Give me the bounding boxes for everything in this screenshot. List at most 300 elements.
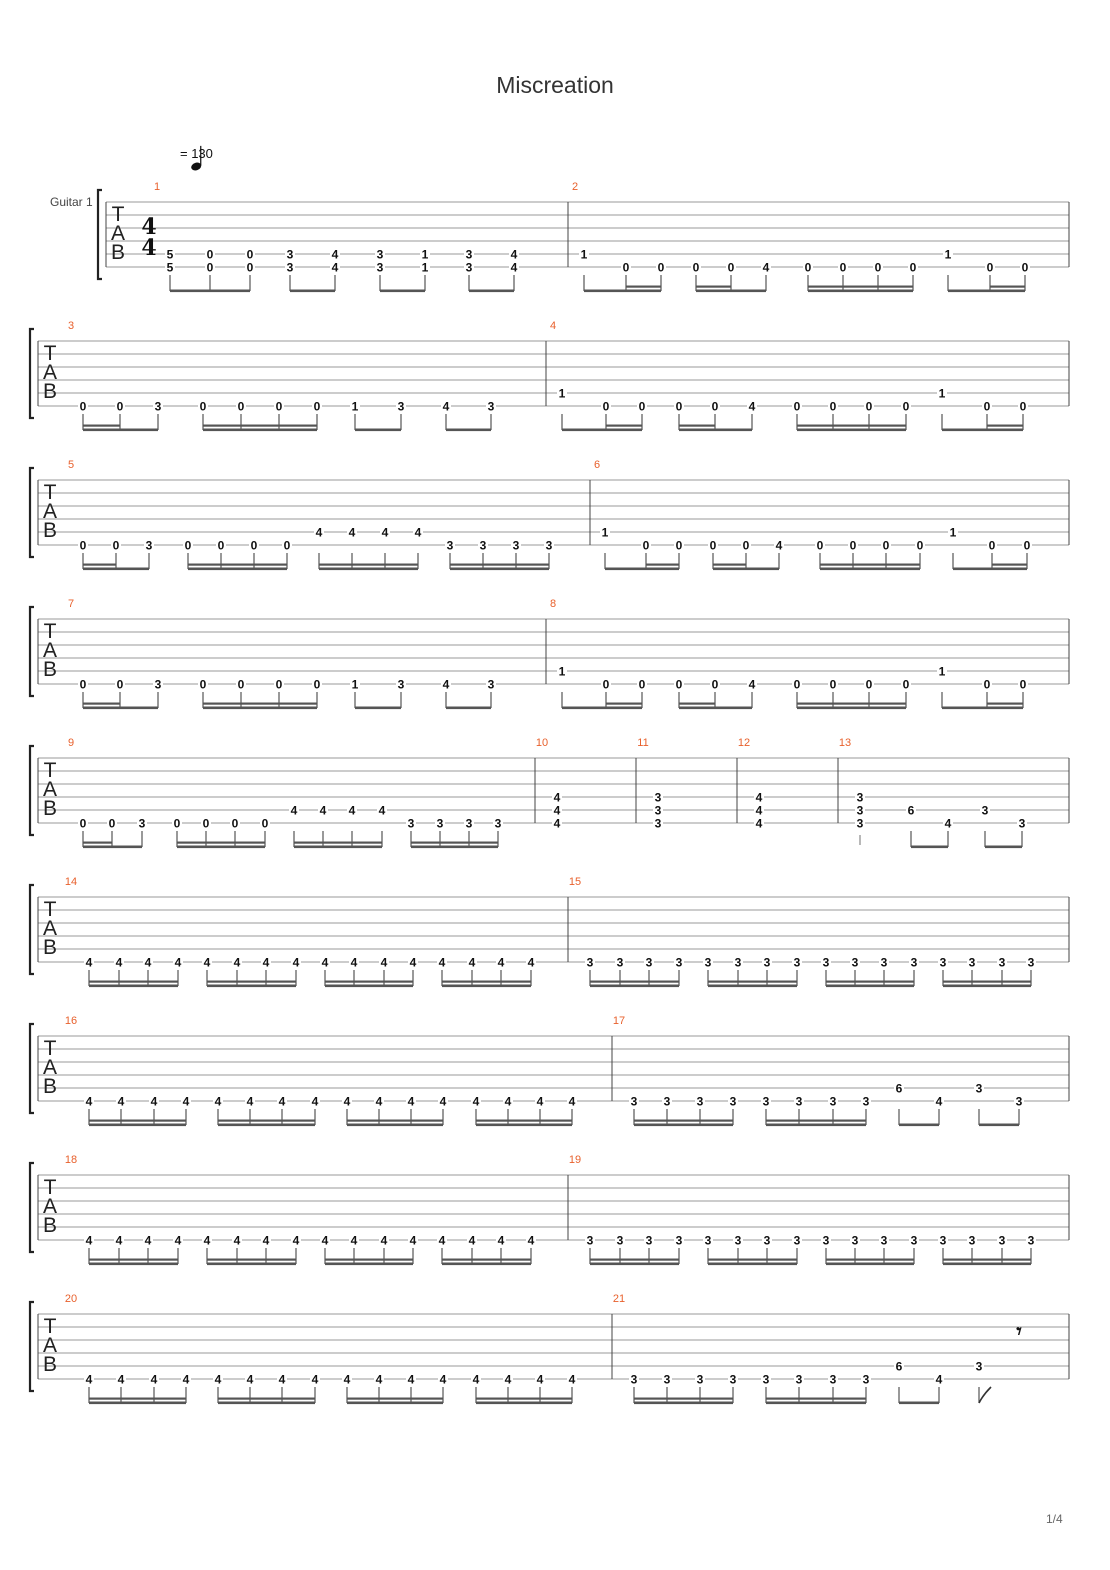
primary-beam: [294, 846, 382, 849]
secondary-beam: [250, 1120, 282, 1122]
primary-beam: [89, 985, 178, 988]
secondary-beam: [590, 981, 620, 983]
fret-number: 0: [231, 816, 239, 831]
measure: [839, 737, 1027, 848]
fret-number: 3: [1018, 816, 1026, 831]
beam-group: [78, 678, 163, 710]
secondary-beam: [483, 564, 516, 566]
fret-number: 0: [173, 816, 181, 831]
fret-number: 4: [553, 816, 561, 831]
beam-group: [552, 791, 562, 831]
secondary-beam: [347, 1398, 379, 1400]
secondary-beam: [266, 981, 296, 983]
secondary-beam: [206, 842, 235, 844]
fret-number: 3: [616, 1233, 624, 1248]
secondary-beam: [700, 1398, 733, 1400]
secondary-beam: [411, 842, 440, 844]
fret-number: 3: [793, 955, 801, 970]
fret-number: 4: [343, 1372, 351, 1387]
measure-number: 17: [612, 1015, 626, 1027]
primary-beam: [634, 1402, 733, 1405]
secondary-beam: [501, 1259, 531, 1261]
primary-beam: [696, 290, 766, 293]
fret-number: 1: [949, 525, 957, 540]
primary-beam: [83, 429, 158, 432]
fret-number: 3: [762, 1372, 770, 1387]
primary-beam: [808, 290, 913, 293]
primary-beam: [325, 985, 413, 988]
fret-number: 4: [174, 1233, 182, 1248]
fret-number: 0: [849, 538, 857, 553]
beam-group: [938, 1234, 1036, 1266]
beam-group: [471, 1095, 577, 1127]
secondary-beam: [799, 1120, 833, 1122]
fret-number: 0: [275, 677, 283, 692]
primary-beam: [446, 429, 491, 432]
secondary-beam: [411, 1120, 443, 1122]
fret-number: 4: [246, 1372, 254, 1387]
fret-number: 3: [616, 955, 624, 970]
measure: [569, 1154, 1036, 1265]
secondary-beam: [83, 842, 112, 844]
secondary-beam: [207, 1259, 237, 1261]
fret-number: 3: [981, 803, 989, 818]
fret-number: 3: [1027, 955, 1035, 970]
secondary-beam: [203, 425, 241, 427]
fret-number: 0: [816, 538, 824, 553]
primary-beam: [590, 1263, 679, 1266]
fret-number: 3: [487, 677, 495, 692]
primary-beam: [942, 707, 1023, 710]
fret-number: 4: [321, 955, 329, 970]
secondary-beam: [218, 1120, 250, 1122]
fret-number: 4: [504, 1094, 512, 1109]
primary-beam: [442, 985, 531, 988]
fret-number: 1: [938, 664, 946, 679]
fret-number: 4: [568, 1372, 576, 1387]
primary-beam: [218, 1124, 315, 1127]
secondary-beam: [855, 1259, 884, 1261]
fret-number: 3: [630, 1372, 638, 1387]
secondary-beam: [354, 981, 384, 983]
system-bracket: [30, 1163, 34, 1252]
primary-beam: [713, 568, 779, 571]
fret-number: 4: [233, 955, 241, 970]
fret-number: 1: [938, 386, 946, 401]
fret-number: 0: [1019, 399, 1027, 414]
secondary-beam: [121, 1120, 154, 1122]
secondary-beam: [325, 1259, 354, 1261]
fret-number: 0: [709, 538, 717, 553]
secondary-beam: [797, 703, 833, 705]
fret-number: 3: [586, 1233, 594, 1248]
beam-group: [172, 817, 270, 849]
system-bracket: [30, 1024, 34, 1113]
tab-clef-letter: T: [43, 1315, 57, 1338]
tab-system: [30, 737, 1069, 848]
secondary-beam: [221, 564, 254, 566]
tab-clef-letter: A: [42, 1334, 58, 1357]
secondary-beam: [833, 1120, 866, 1122]
fret-number: 4: [85, 955, 93, 970]
measure-number: 10: [535, 737, 549, 749]
secondary-beam: [154, 1120, 186, 1122]
fret-number: 4: [292, 955, 300, 970]
primary-beam: [89, 1263, 178, 1266]
primary-beam: [797, 429, 906, 432]
fret-number: 4: [762, 260, 770, 275]
fret-number: 0: [983, 677, 991, 692]
secondary-beam: [700, 1120, 733, 1122]
beam-group: [585, 956, 684, 988]
primary-beam: [203, 429, 317, 432]
fret-number: 0: [986, 260, 994, 275]
beam-group: [84, 1234, 183, 1266]
fret-number: 0: [313, 399, 321, 414]
fret-number: 4: [321, 1233, 329, 1248]
fret-number: 4: [407, 1094, 415, 1109]
fret-number: 0: [313, 677, 321, 692]
tab-clef-letter: T: [43, 620, 57, 643]
primary-beam: [89, 1402, 186, 1405]
primary-beam: [188, 568, 287, 571]
measure: [550, 598, 1028, 709]
primary-beam: [948, 290, 1025, 293]
fret-number: 4: [409, 955, 417, 970]
fret-number: 4: [262, 955, 270, 970]
eighth-flag-icon: [979, 1387, 991, 1403]
fret-number: 3: [436, 816, 444, 831]
fret-number: 0: [1021, 260, 1029, 275]
beam-group: [792, 678, 911, 710]
fret-number: 4: [381, 525, 389, 540]
fret-number: 4: [553, 790, 561, 805]
primary-beam: [319, 568, 418, 571]
primary-beam: [942, 429, 1023, 432]
fret-number: 3: [975, 1359, 983, 1374]
fret-number: 4: [468, 1233, 476, 1248]
primary-beam: [584, 290, 661, 293]
fret-number: 1: [351, 399, 359, 414]
fret-number: 1: [580, 247, 588, 262]
fret-number: 3: [645, 955, 653, 970]
instrument-name: Guitar 1: [50, 195, 93, 209]
fret-number: 3: [829, 1094, 837, 1109]
fret-number: 0: [711, 399, 719, 414]
page-number: 1/4: [1046, 1512, 1063, 1526]
fret-number: 3: [793, 1233, 801, 1248]
primary-beam: [203, 707, 317, 710]
primary-beam: [979, 1124, 1019, 1127]
fret-number: 0: [116, 399, 124, 414]
fret-number: 3: [729, 1372, 737, 1387]
fret-number: 4: [510, 247, 518, 262]
beam-group: [821, 1234, 919, 1266]
primary-beam: [207, 1263, 296, 1266]
fret-number: 3: [939, 1233, 947, 1248]
fret-number: 4: [85, 1372, 93, 1387]
fret-number: 3: [968, 1233, 976, 1248]
tab-clef-letter: T: [111, 203, 125, 226]
fret-number: 4: [348, 525, 356, 540]
secondary-beam: [516, 564, 549, 566]
secondary-beam: [766, 1398, 799, 1400]
beam-group: [761, 1373, 871, 1405]
secondary-beam: [679, 425, 715, 427]
tab-system: [30, 598, 1069, 709]
fret-number: 3: [795, 1372, 803, 1387]
fret-number: 4: [536, 1094, 544, 1109]
primary-beam: [446, 707, 491, 710]
beam-group: [78, 817, 147, 849]
fret-number: 0: [642, 538, 650, 553]
secondary-beam: [713, 564, 746, 566]
fret-number: 0: [246, 260, 254, 275]
secondary-beam: [148, 1259, 178, 1261]
tab-system: [30, 1154, 1069, 1265]
secondary-beam: [943, 1259, 972, 1261]
tab-clef-letter: T: [43, 342, 57, 365]
tab-clef-letter: B: [42, 380, 58, 403]
secondary-beam: [89, 1398, 121, 1400]
fret-number: 4: [290, 803, 298, 818]
fret-number: 4: [292, 1233, 300, 1248]
secondary-beam: [540, 1398, 572, 1400]
secondary-beam: [943, 981, 972, 983]
fret-number: 3: [910, 955, 918, 970]
secondary-beam: [319, 564, 352, 566]
fret-number: 3: [734, 955, 742, 970]
time-signature-bottom: 4: [141, 235, 157, 261]
fret-number: 3: [154, 399, 162, 414]
beam-group: [198, 678, 322, 710]
fret-number: 0: [675, 677, 683, 692]
primary-beam: [985, 846, 1022, 849]
measure-number: 20: [64, 1293, 78, 1305]
fret-number: 0: [250, 538, 258, 553]
fret-number: 3: [998, 955, 1006, 970]
fret-number: 3: [734, 1233, 742, 1248]
secondary-beam: [884, 981, 914, 983]
beam-group: [653, 791, 663, 831]
secondary-beam: [1002, 981, 1031, 983]
fret-number: 4: [439, 1372, 447, 1387]
fret-number: 3: [696, 1094, 704, 1109]
measure-number: 14: [64, 876, 78, 888]
fret-number: 3: [446, 538, 454, 553]
measure: [68, 320, 496, 431]
secondary-beam: [472, 1259, 501, 1261]
primary-beam: [708, 985, 797, 988]
secondary-beam: [808, 286, 843, 288]
fret-number: 4: [85, 1094, 93, 1109]
tab-system: [30, 459, 1069, 570]
secondary-beam: [634, 1398, 667, 1400]
tab-clef-letter: T: [43, 1176, 57, 1199]
fret-number: 4: [568, 1094, 576, 1109]
fret-number: 4: [150, 1094, 158, 1109]
primary-beam: [826, 985, 914, 988]
beam-group: [350, 678, 406, 710]
fret-number: 3: [407, 816, 415, 831]
fret-number: 3: [763, 1233, 771, 1248]
fret-number: 4: [468, 955, 476, 970]
tab-system: [30, 1015, 1069, 1126]
primary-beam: [355, 707, 401, 710]
primary-beam: [679, 429, 752, 432]
secondary-beam: [797, 425, 833, 427]
tab-clef-letter: T: [43, 481, 57, 504]
tempo-marking: = 130: [180, 146, 213, 161]
primary-beam: [562, 429, 642, 432]
fret-number: 4: [944, 816, 952, 831]
fret-number: 3: [939, 955, 947, 970]
secondary-beam: [649, 1259, 679, 1261]
secondary-beam: [820, 564, 853, 566]
fret-number: 4: [536, 1372, 544, 1387]
secondary-beam: [1002, 1259, 1031, 1261]
secondary-beam: [679, 703, 715, 705]
secondary-beam: [620, 1259, 649, 1261]
fret-number: 6: [895, 1081, 903, 1096]
primary-beam: [380, 290, 425, 293]
secondary-beam: [352, 842, 382, 844]
fret-number: 4: [553, 803, 561, 818]
secondary-beam: [282, 1120, 315, 1122]
primary-beam: [943, 1263, 1031, 1266]
fret-number: 0: [874, 260, 882, 275]
secondary-beam: [826, 1259, 855, 1261]
primary-beam: [899, 1124, 939, 1127]
fret-number: 4: [935, 1094, 943, 1109]
secondary-beam: [266, 1259, 296, 1261]
secondary-beam: [708, 1259, 738, 1261]
fret-number: 3: [975, 1081, 983, 1096]
fret-number: 4: [380, 1233, 388, 1248]
fret-number: 4: [315, 525, 323, 540]
measure: [68, 598, 496, 709]
measure-number: 4: [549, 320, 557, 332]
beam-group: [803, 261, 918, 293]
fret-number: 3: [998, 1233, 1006, 1248]
primary-beam: [953, 568, 1027, 571]
secondary-beam: [450, 564, 483, 566]
fret-number: 0: [108, 816, 116, 831]
measure: [613, 1015, 1024, 1126]
secondary-beam: [354, 1259, 384, 1261]
fret-number: 1: [421, 260, 429, 275]
measure: [68, 459, 554, 570]
fret-number: 3: [586, 955, 594, 970]
tab-clef-letter: A: [42, 500, 58, 523]
secondary-beam: [89, 1259, 119, 1261]
primary-beam: [476, 1402, 572, 1405]
fret-number: 3: [856, 790, 864, 805]
system-bracket: [30, 607, 34, 696]
fret-number: 3: [829, 1372, 837, 1387]
fret-number: 4: [85, 1233, 93, 1248]
beam-group: [761, 1095, 871, 1127]
primary-beam: [590, 985, 679, 988]
secondary-beam: [886, 564, 920, 566]
measure: [613, 1293, 1022, 1404]
beam-group: [350, 400, 406, 432]
secondary-beam: [203, 703, 241, 705]
secondary-beam: [241, 703, 279, 705]
tab-clef-letter: B: [42, 1075, 58, 1098]
tab-clef-letter: B: [42, 1214, 58, 1237]
fret-number: 0: [742, 538, 750, 553]
secondary-beam: [767, 981, 797, 983]
secondary-beam: [218, 1398, 250, 1400]
secondary-beam: [476, 1120, 508, 1122]
beam-group: [792, 400, 911, 432]
fret-number: 0: [829, 399, 837, 414]
fret-number: 4: [527, 955, 535, 970]
secondary-beam: [235, 842, 265, 844]
fret-number: 3: [654, 803, 662, 818]
secondary-beam: [826, 981, 855, 983]
measure-number: 18: [64, 1154, 78, 1166]
primary-beam: [89, 1124, 186, 1127]
fret-number: 4: [414, 525, 422, 540]
fret-number: 3: [822, 1233, 830, 1248]
fret-number: 4: [331, 247, 339, 262]
fret-number: 3: [1027, 1233, 1035, 1248]
fret-number: 3: [862, 1372, 870, 1387]
beam-group: [703, 956, 802, 988]
primary-beam: [708, 1263, 797, 1266]
fret-number: 4: [262, 1233, 270, 1248]
fret-number: 4: [246, 1094, 254, 1109]
fret-number: 0: [638, 677, 646, 692]
fret-number: 0: [206, 247, 214, 262]
beam-group: [585, 1234, 684, 1266]
fret-number: 3: [465, 260, 473, 275]
measure: [68, 737, 503, 848]
fret-number: 3: [856, 803, 864, 818]
fret-number: 3: [286, 260, 294, 275]
fret-number: 0: [199, 677, 207, 692]
tab-clef-letter: A: [42, 361, 58, 384]
fret-number: 0: [793, 399, 801, 414]
fret-number: 5: [166, 260, 174, 275]
secondary-beam: [442, 1259, 472, 1261]
secondary-beam: [738, 1259, 767, 1261]
primary-beam: [450, 568, 549, 571]
fret-number: 4: [442, 399, 450, 414]
secondary-beam: [649, 981, 679, 983]
fret-number: 4: [233, 1233, 241, 1248]
secondary-beam: [606, 425, 642, 427]
secondary-beam: [508, 1120, 540, 1122]
fret-number: 4: [472, 1094, 480, 1109]
fret-number: 4: [935, 1372, 943, 1387]
fret-number: 1: [558, 386, 566, 401]
fret-number: 6: [895, 1359, 903, 1374]
primary-beam: [83, 846, 142, 849]
tab-system: [30, 320, 1069, 431]
fret-number: 3: [145, 538, 153, 553]
measure-number: 2: [571, 181, 579, 193]
system-bracket: [30, 746, 34, 835]
fret-number: 3: [675, 1233, 683, 1248]
secondary-beam: [590, 1259, 620, 1261]
fret-number: 0: [916, 538, 924, 553]
fret-number: 0: [638, 399, 646, 414]
fret-number: 3: [397, 677, 405, 692]
beam-group: [342, 1373, 448, 1405]
